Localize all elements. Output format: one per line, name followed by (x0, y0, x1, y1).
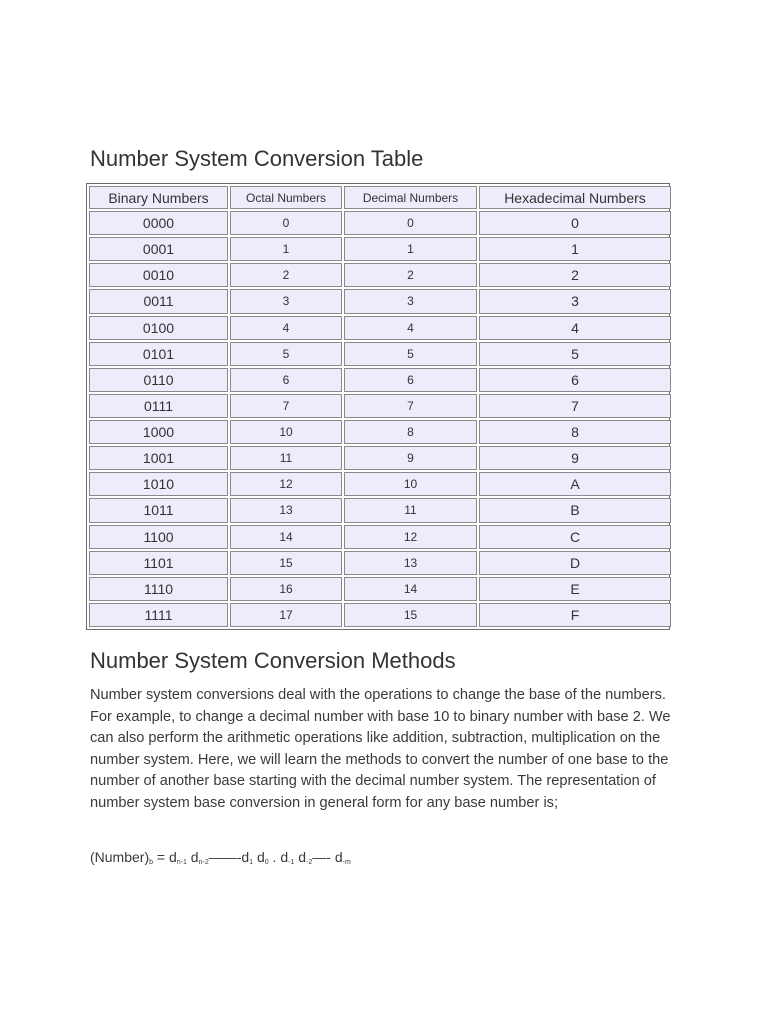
formula-t6: d (294, 849, 307, 865)
formula-lhs-sub: b (149, 859, 154, 866)
formula-lhs: (Number) (90, 849, 150, 865)
cell-octal: 13 (230, 498, 342, 522)
cell-octal: 11 (230, 446, 342, 470)
cell-binary: 0110 (89, 368, 228, 392)
cell-binary: 1000 (89, 420, 228, 444)
cell-binary: 1101 (89, 551, 228, 575)
formula-t3-sub: 1 (249, 859, 254, 866)
cell-decimal: 4 (344, 316, 477, 340)
conversion-table-frame (86, 183, 670, 630)
cell-binary: 0100 (89, 316, 228, 340)
formula-t4-sub: 0 (264, 859, 269, 866)
cell-decimal: 11 (344, 498, 477, 522)
cell-hexadecimal: C (479, 525, 671, 549)
cell-octal: 14 (230, 525, 342, 549)
header-hexadecimal: Hexadecimal Numbers (479, 186, 671, 209)
cell-decimal: 9 (344, 446, 477, 470)
cell-hexadecimal: 3 (479, 289, 671, 313)
cell-octal: 6 (230, 368, 342, 392)
table-row (89, 551, 671, 575)
table-row (89, 211, 671, 235)
cell-binary: 0001 (89, 237, 228, 261)
cell-hexadecimal: E (479, 577, 671, 601)
cell-hexadecimal: 5 (479, 342, 671, 366)
formula-t6-sub: -2 (306, 859, 313, 866)
cell-decimal: 8 (344, 420, 477, 444)
formula-sep: . d (268, 849, 289, 865)
cell-hexadecimal: A (479, 472, 671, 496)
cell-binary: 1010 (89, 472, 228, 496)
cell-octal: 4 (230, 316, 342, 340)
cell-binary: 0111 (89, 394, 228, 418)
table-header-row (89, 186, 671, 209)
cell-decimal: 0 (344, 211, 477, 235)
cell-octal: 0 (230, 211, 342, 235)
table-row (89, 263, 671, 287)
table-row (89, 237, 671, 261)
formula-t2-sub: n-2 (198, 859, 209, 866)
formula-t7-sub: -m (342, 859, 351, 866)
formula-t1-sub: n-1 (176, 859, 187, 866)
cell-octal: 2 (230, 263, 342, 287)
cell-hexadecimal: 2 (479, 263, 671, 287)
table-row (89, 577, 671, 601)
cell-binary: 1011 (89, 498, 228, 522)
cell-octal: 17 (230, 603, 342, 627)
cell-binary: 0010 (89, 263, 228, 287)
cell-binary: 1111 (89, 603, 228, 627)
formula-t4: d (253, 849, 265, 865)
cell-binary: 0101 (89, 342, 228, 366)
cell-hexadecimal: 6 (479, 368, 671, 392)
table-row (89, 525, 671, 549)
cell-binary: 0000 (89, 211, 228, 235)
cell-decimal: 6 (344, 368, 477, 392)
conversion-table (87, 184, 673, 629)
methods-heading: Number System Conversion Methods (90, 648, 456, 673)
cell-decimal: 5 (344, 342, 477, 366)
table-row (89, 316, 671, 340)
table-row (89, 472, 671, 496)
cell-octal: 12 (230, 472, 342, 496)
cell-hexadecimal: B (479, 498, 671, 522)
cell-binary: 0011 (89, 289, 228, 313)
table-row (89, 420, 671, 444)
cell-octal: 3 (230, 289, 342, 313)
cell-octal: 10 (230, 420, 342, 444)
cell-hexadecimal: 1 (479, 237, 671, 261)
header-octal: Octal Numbers (230, 186, 342, 209)
cell-hexadecimal: D (479, 551, 671, 575)
cell-hexadecimal: 4 (479, 316, 671, 340)
cell-hexadecimal: 0 (479, 211, 671, 235)
cell-binary: 1001 (89, 446, 228, 470)
table-row (89, 342, 671, 366)
formula-dash2: —- d (312, 849, 343, 865)
cell-hexadecimal: 8 (479, 420, 671, 444)
header-decimal: Decimal Numbers (344, 186, 477, 209)
methods-paragraph: Number system conversions deal with the operations to change the base of the numbers. For example, to change a decimal number with base 10 to binary number with base 2. We can also perform the arithmetic operations like addition, subtraction, multiplication on the number system. Here, we will learn the methods to convert the number of one base to the number of another base starting with the decimal number system. The representation of number system base conversion in general form for any base number is; (90, 687, 671, 811)
formula-eq: = d (153, 849, 177, 865)
cell-hexadecimal: 9 (479, 446, 671, 470)
formula-dash1: ——-d (208, 849, 250, 865)
table-row (89, 289, 671, 313)
cell-octal: 1 (230, 237, 342, 261)
cell-hexadecimal: F (479, 603, 671, 627)
table-row (89, 603, 671, 627)
table-row (89, 368, 671, 392)
table-body (89, 211, 671, 627)
page-title: Number System Conversion Table (90, 146, 424, 171)
cell-decimal: 7 (344, 394, 477, 418)
cell-octal: 16 (230, 577, 342, 601)
base-conversion-formula (90, 849, 351, 866)
cell-hexadecimal: 7 (479, 394, 671, 418)
header-binary: Binary Numbers (89, 186, 228, 209)
cell-decimal: 2 (344, 263, 477, 287)
cell-decimal: 12 (344, 525, 477, 549)
cell-decimal: 10 (344, 472, 477, 496)
cell-decimal: 1 (344, 237, 477, 261)
cell-decimal: 3 (344, 289, 477, 313)
formula-t2: d (186, 849, 199, 865)
cell-octal: 7 (230, 394, 342, 418)
cell-decimal: 15 (344, 603, 477, 627)
cell-octal: 15 (230, 551, 342, 575)
table-row (89, 498, 671, 522)
cell-binary: 1100 (89, 525, 228, 549)
table-row (89, 446, 671, 470)
formula-t5-sub: -1 (288, 859, 295, 866)
cell-decimal: 14 (344, 577, 477, 601)
cell-binary: 1110 (89, 577, 228, 601)
cell-octal: 5 (230, 342, 342, 366)
cell-decimal: 13 (344, 551, 477, 575)
table-row (89, 394, 671, 418)
